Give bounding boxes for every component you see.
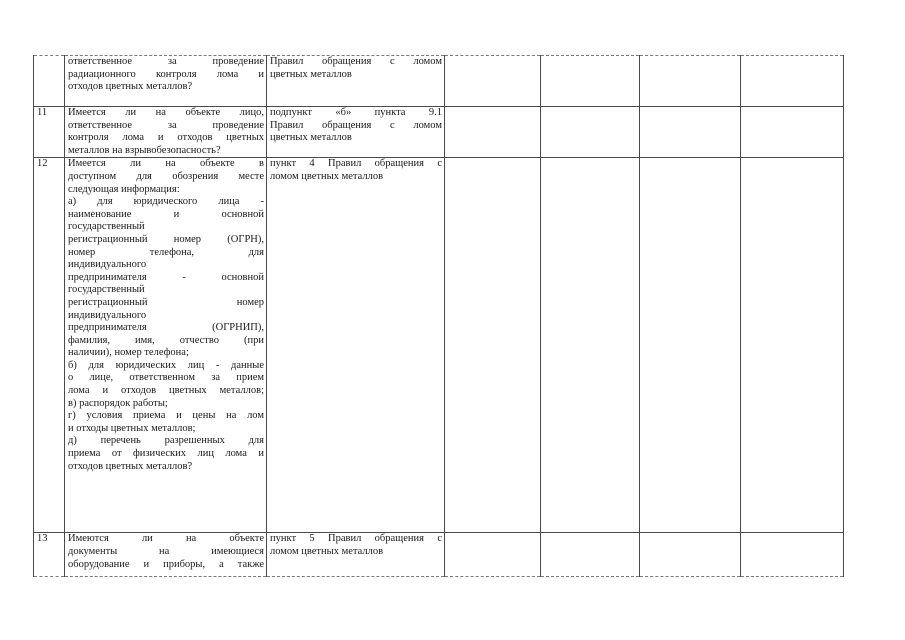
empty-answer-cell (445, 107, 541, 158)
table-row (34, 158, 844, 533)
question-text-line: документы на имеющиеся (68, 545, 264, 557)
reference-text-line: Правил обращения с ломом (270, 119, 442, 131)
empty-answer-cell (445, 533, 541, 577)
question-text-line: лома и отходов цветных металлов; (68, 385, 264, 397)
question-text-line: следующая информация: (68, 183, 180, 195)
question-text-line: фамилия, имя, отчество (при (68, 334, 264, 346)
question-cell (65, 533, 267, 577)
table-row (34, 56, 844, 107)
question-text-line: д) перечень разрешенных для (68, 435, 264, 447)
question-text-line: наличии), номер телефона; (68, 347, 189, 359)
empty-answer-cell (445, 158, 541, 533)
question-text-line: ответственное за проведение (68, 56, 264, 67)
reference-text-line: подпункт «б» пункта 9.1 (270, 107, 442, 118)
question-text-line: металлов на взрывобезопасность? (68, 144, 221, 156)
reference-text-line: ломом цветных металлов (270, 545, 384, 557)
table-body (34, 56, 844, 577)
row-number: 11 (34, 107, 65, 158)
question-text-line: б) для юридических лиц - данные (68, 359, 264, 371)
question-text-line: а) для юридического лица - (68, 196, 264, 208)
row-number: 12 (34, 158, 65, 533)
question-text-line: приема от физических лиц лома и (68, 448, 264, 460)
question-text-line: контроля лома и отходов цветных (68, 132, 264, 144)
empty-answer-cell (541, 56, 640, 107)
empty-answer-cell (640, 56, 741, 107)
table-row (34, 107, 844, 158)
reference-text-line: Правил обращения с ломом (270, 56, 442, 67)
question-text-line: Имеется ли на объекте лицо, (68, 107, 264, 118)
row-number: 13 (34, 533, 65, 577)
empty-answer-cell (541, 533, 640, 577)
question-text-line: в) распорядок работы; (68, 397, 168, 409)
question-text-line: регистрационный номер (68, 296, 264, 308)
question-cell (65, 158, 267, 533)
empty-answer-cell (640, 158, 741, 533)
document-table (33, 55, 844, 577)
table-row (34, 533, 844, 577)
question-text-line: Имеется ли на объекте в (68, 158, 264, 170)
question-text-line: предпринимателя - основной (68, 271, 264, 283)
question-text-line: государственный (68, 221, 145, 233)
empty-answer-cell (541, 158, 640, 533)
question-text-line: отходов цветных металлов? (68, 460, 193, 472)
question-cell (65, 107, 267, 158)
question-text-line: доступном для обозрения месте (68, 170, 264, 182)
legal-reference-cell (267, 158, 445, 533)
question-text-line: радиационного контроля лома и (68, 68, 264, 80)
reference-text-line: пункт 4 Правил обращения с (270, 158, 442, 170)
reference-text-line: цветных металлов (270, 68, 352, 80)
question-text-line: о лице, ответственном за прием (68, 372, 264, 384)
empty-answer-cell (741, 107, 844, 158)
question-text-line: наименование и основной (68, 208, 264, 220)
question-text-line: отходов цветных металлов? (68, 81, 193, 93)
empty-answer-cell (741, 158, 844, 533)
reference-text-line: пункт 5 Правил обращения с (270, 533, 442, 545)
reference-text-line: ломом цветных металлов (270, 170, 384, 182)
question-text-line: регистрационный номер (ОГРН), (68, 233, 264, 245)
reference-text-line: цветных металлов (270, 132, 352, 144)
question-text-line: ответственное за проведение (68, 119, 264, 131)
empty-answer-cell (541, 107, 640, 158)
question-text-line: номер телефона, для (68, 246, 264, 258)
question-cell (65, 56, 267, 107)
legal-reference-cell (267, 533, 445, 577)
empty-answer-cell (640, 107, 741, 158)
legal-reference-cell (267, 56, 445, 107)
question-text-line: предпринимателя (ОГРНИП), (68, 322, 264, 334)
empty-answer-cell (741, 56, 844, 107)
question-text-line: государственный (68, 284, 145, 296)
question-text-line: г) условия приема и цены на лом (68, 410, 264, 422)
row-number (34, 56, 65, 107)
legal-reference-cell (267, 107, 445, 158)
empty-answer-cell (640, 533, 741, 577)
question-text-line: индивидуального (68, 259, 147, 271)
empty-answer-cell (445, 56, 541, 107)
empty-answer-cell (741, 533, 844, 577)
question-text-line: Имеются ли на объекте (68, 533, 264, 545)
question-text-line: и отходы цветных металлов; (68, 422, 196, 434)
question-text-line: индивидуального (68, 309, 147, 321)
question-text-line: оборудование и приборы, а также (68, 558, 264, 570)
